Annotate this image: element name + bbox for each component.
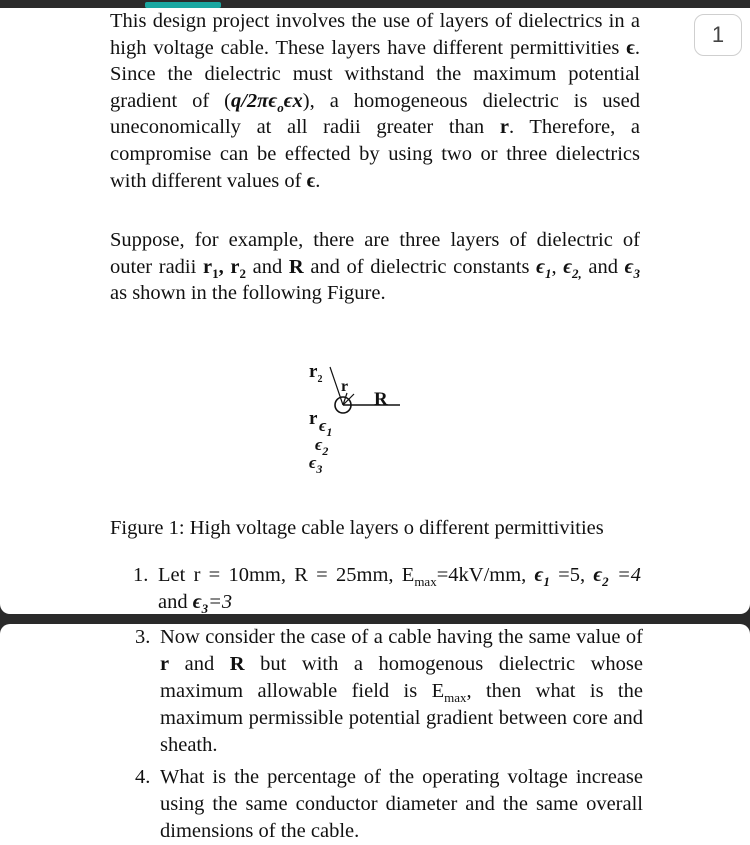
fig-label-r: r — [341, 378, 349, 395]
fig-label-r1: r — [309, 408, 318, 429]
list-number: 3. — [135, 626, 151, 648]
list-number: 1. — [133, 564, 149, 586]
figure-caption: Figure 1: High voltage cable layers o different permittivities — [110, 517, 604, 539]
page-1 — [0, 8, 750, 614]
page-2 — [0, 624, 750, 845]
fig-label-eps3: $\epsilon_3$ — [309, 453, 323, 476]
cable-cross-section-figure — [300, 353, 420, 483]
fig-label-eps2: $\epsilon_2$ — [315, 435, 329, 458]
page-number-badge[interactable] — [694, 14, 742, 56]
fig-label-eps1: $\epsilon_1$ — [319, 416, 333, 439]
page-number: 1 — [711, 22, 725, 47]
list-item-1: 1. Let r = 10mm, R = 25mm, $E_{max}=4kV/mm$, $\epsilon_1 =5$, $\epsilon_2 =4$ and $\epsilon_3=3$ — [133, 564, 642, 616]
intro-paragraph: This design project involves the use of layers of dielectrics in a high voltage cable. These layers have different permittivities ϵ. Since the dielectric must withstand the maximum potential gradient of $(q/2\pi\epsilon_o\epsilon x)$, a homogeneous dielectric is used uneconomically at all radii greater than r. Therefore, a compromise can be effected by using two or three dielectrics with different values of ϵ. — [110, 10, 640, 192]
fig-label-R: R — [374, 389, 388, 410]
list-item-4: 4. What is the percentage of the operating voltage increase using the same conductor diameter and the same overall dimensions of the cable. — [135, 766, 643, 842]
top-strip — [0, 0, 750, 8]
list-item-3: 3. Now consider the case of a cable having the same value of r and R but with a homogenous dielectric whose maximum allowable field is $E_{max}$, then what is the maximum permissible potential gradient between core and sheath. — [135, 626, 643, 756]
fig-label-r2: $r_2$ — [309, 361, 323, 385]
list-number: 4. — [135, 766, 151, 788]
example-paragraph: Suppose, for example, there are three layers of dielectric of outer radii $r_1$, $r_2$ and R and of dielectric constants $\epsilon_1$, $\epsilon_{2,}$ and $\epsilon_3$ as shown in the following Figure. — [110, 229, 640, 305]
